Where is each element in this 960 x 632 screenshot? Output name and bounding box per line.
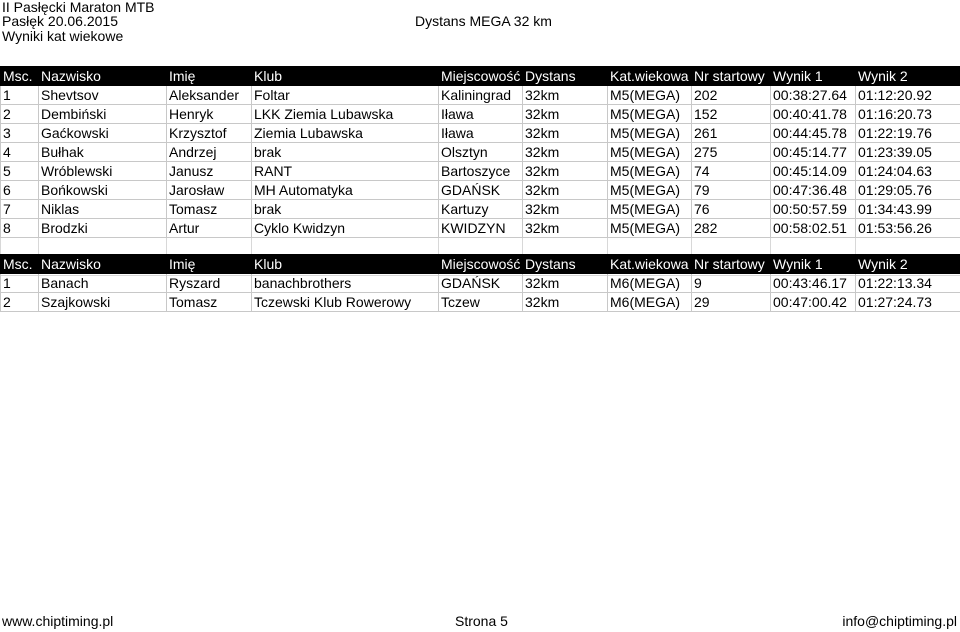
cell-surname: Szajkowski (39, 293, 167, 312)
cell-position: 1 (1, 86, 39, 105)
col-header-age-category: Kat.wiekowa (608, 67, 692, 86)
cell-surname: Wróblewski (39, 162, 167, 181)
cell-surname: Niklas (39, 200, 167, 219)
col-header-result-2: Wynik 2 (856, 67, 960, 86)
cell-position: 2 (1, 293, 39, 312)
col-header-distance: Dystans (523, 67, 608, 86)
table-row (1, 162, 960, 181)
cell-position: 1 (1, 274, 39, 293)
cell-age-category: M5(MEGA) (608, 143, 692, 162)
col-header-position: Msc. (1, 255, 39, 274)
cell-result-2: 01:34:43.99 (856, 200, 960, 219)
cell-distance: 32km (523, 219, 608, 238)
results-table-m5 (0, 66, 960, 276)
cell-position: 6 (1, 181, 39, 200)
results-table-m6 (0, 254, 960, 312)
cell-bib: 74 (692, 162, 771, 181)
cell-surname: Dembiński (39, 105, 167, 124)
cell-club: RANT (252, 162, 439, 181)
table-row (1, 274, 960, 293)
cell-result-1: 00:40:41.78 (771, 105, 856, 124)
cell-distance: 32km (523, 274, 608, 293)
col-header-result-1: Wynik 1 (771, 67, 856, 86)
cell-bib: 282 (692, 219, 771, 238)
table-row (1, 86, 960, 105)
cell-club: brak (252, 143, 439, 162)
cell-bib: 261 (692, 124, 771, 143)
cell-first-name: Jarosław (167, 181, 252, 200)
cell-bib: 275 (692, 143, 771, 162)
table-header-row (1, 67, 960, 86)
cell-result-2: 01:24:04.63 (856, 162, 960, 181)
col-header-distance: Dystans (523, 255, 608, 274)
cell-city: Kartuzy (439, 200, 523, 219)
cell-age-category: M5(MEGA) (608, 105, 692, 124)
cell-distance: 32km (523, 86, 608, 105)
results-body-m5 (1, 86, 960, 276)
cell-club: LKK Ziemia Lubawska (252, 105, 439, 124)
cell-result-1: 00:50:57.59 (771, 200, 856, 219)
cell-surname: Gaćkowski (39, 124, 167, 143)
table-row (1, 181, 960, 200)
cell-result-2: 01:23:39.05 (856, 143, 960, 162)
cell-position: 4 (1, 143, 39, 162)
cell-city: Iława (439, 124, 523, 143)
cell-age-category: M5(MEGA) (608, 200, 692, 219)
cell-result-1: 00:43:46.17 (771, 274, 856, 293)
footer-email: info@chiptiming.pl (842, 613, 957, 629)
cell-distance: 32km (523, 162, 608, 181)
cell-age-category: M6(MEGA) (608, 293, 692, 312)
cell-first-name: Ryszard (167, 274, 252, 293)
cell-age-category: M5(MEGA) (608, 181, 692, 200)
cell-result-1: 00:45:14.09 (771, 162, 856, 181)
cell-city: Olsztyn (439, 143, 523, 162)
cell-first-name: Artur (167, 219, 252, 238)
cell-bib: 76 (692, 200, 771, 219)
cell-age-category: M5(MEGA) (608, 124, 692, 143)
footer-website: www.chiptiming.pl (2, 613, 114, 629)
cell-distance: 32km (523, 143, 608, 162)
col-header-surname: Nazwisko (39, 67, 167, 86)
cell-city: GDAŃSK (439, 181, 523, 200)
cell-surname: Banach (39, 274, 167, 293)
cell-city: Bartoszyce (439, 162, 523, 181)
cell-result-1: 00:45:14.77 (771, 143, 856, 162)
cell-position: 5 (1, 162, 39, 181)
table-row (1, 219, 960, 238)
cell-position: 2 (1, 105, 39, 124)
distance-title: Dystans MEGA 32 km (415, 13, 552, 29)
table-row (1, 293, 960, 312)
event-place-date: Pasłęk 20.06.2015 (2, 13, 118, 29)
cell-surname: Bułhak (39, 143, 167, 162)
col-header-city: Miejscowość (439, 255, 523, 274)
event-title: II Pasłęcki Maraton MTB (2, 0, 155, 15)
cell-first-name: Janusz (167, 162, 252, 181)
cell-distance: 32km (523, 181, 608, 200)
cell-surname: Bońkowski (39, 181, 167, 200)
cell-bib: 152 (692, 105, 771, 124)
cell-surname: Shevtsov (39, 86, 167, 105)
table-row (1, 124, 960, 143)
cell-city: Tczew (439, 293, 523, 312)
col-header-first-name: Imię (167, 67, 252, 86)
cell-age-category: M6(MEGA) (608, 274, 692, 293)
cell-position: 8 (1, 219, 39, 238)
cell-first-name: Andrzej (167, 143, 252, 162)
cell-result-2: 01:53:56.26 (856, 219, 960, 238)
cell-club: banachbrothers (252, 274, 439, 293)
cell-age-category: M5(MEGA) (608, 86, 692, 105)
table-row (1, 143, 960, 162)
footer-page-number: Strona 5 (455, 613, 508, 629)
cell-age-category: M5(MEGA) (608, 219, 692, 238)
cell-result-2: 01:27:24.73 (856, 293, 960, 312)
cell-result-2: 01:12:20.92 (856, 86, 960, 105)
cell-age-category: M5(MEGA) (608, 162, 692, 181)
cell-club: Tczewski Klub Rowerowy (252, 293, 439, 312)
cell-result-1: 00:38:27.64 (771, 86, 856, 105)
cell-first-name: Tomasz (167, 293, 252, 312)
cell-result-1: 00:47:36.48 (771, 181, 856, 200)
col-header-first-name: Imię (167, 255, 252, 274)
cell-club: Ziemia Lubawska (252, 124, 439, 143)
cell-city: GDAŃSK (439, 274, 523, 293)
cell-result-1: 00:44:45.78 (771, 124, 856, 143)
cell-city: Iława (439, 105, 523, 124)
col-header-club: Klub (252, 255, 439, 274)
col-header-club: Klub (252, 67, 439, 86)
cell-result-2: 01:22:13.34 (856, 274, 960, 293)
cell-club: MH Automatyka (252, 181, 439, 200)
cell-first-name: Krzysztof (167, 124, 252, 143)
cell-club: Cyklo Kwidzyn (252, 219, 439, 238)
cell-result-2: 01:29:05.76 (856, 181, 960, 200)
table-row (1, 200, 960, 219)
cell-result-2: 01:16:20.73 (856, 105, 960, 124)
cell-club: brak (252, 200, 439, 219)
col-header-surname: Nazwisko (39, 255, 167, 274)
cell-surname: Brodzki (39, 219, 167, 238)
col-header-bib: Nr startowy (692, 255, 771, 274)
table-header-row (1, 255, 960, 274)
cell-bib: 9 (692, 274, 771, 293)
results-body-m6 (1, 274, 960, 312)
cell-distance: 32km (523, 200, 608, 219)
cell-bib: 202 (692, 86, 771, 105)
col-header-bib: Nr startowy (692, 67, 771, 86)
cell-first-name: Henryk (167, 105, 252, 124)
col-header-result-1: Wynik 1 (771, 255, 856, 274)
cell-position: 7 (1, 200, 39, 219)
cell-bib: 29 (692, 293, 771, 312)
results-subtitle: Wyniki kat wiekowe (2, 28, 124, 44)
cell-result-2: 01:22:19.76 (856, 124, 960, 143)
cell-result-1: 00:47:00.42 (771, 293, 856, 312)
cell-bib: 79 (692, 181, 771, 200)
col-header-position: Msc. (1, 67, 39, 86)
cell-result-1: 00:58:02.51 (771, 219, 856, 238)
cell-distance: 32km (523, 124, 608, 143)
cell-city: KWIDZYN (439, 219, 523, 238)
col-header-city: Miejscowość (439, 67, 523, 86)
cell-distance: 32km (523, 105, 608, 124)
table-row (1, 105, 960, 124)
cell-first-name: Aleksander (167, 86, 252, 105)
cell-club: Foltar (252, 86, 439, 105)
col-header-age-category: Kat.wiekowa (608, 255, 692, 274)
cell-first-name: Tomasz (167, 200, 252, 219)
cell-position: 3 (1, 124, 39, 143)
cell-distance: 32km (523, 293, 608, 312)
col-header-result-2: Wynik 2 (856, 255, 960, 274)
cell-city: Kaliningrad (439, 86, 523, 105)
